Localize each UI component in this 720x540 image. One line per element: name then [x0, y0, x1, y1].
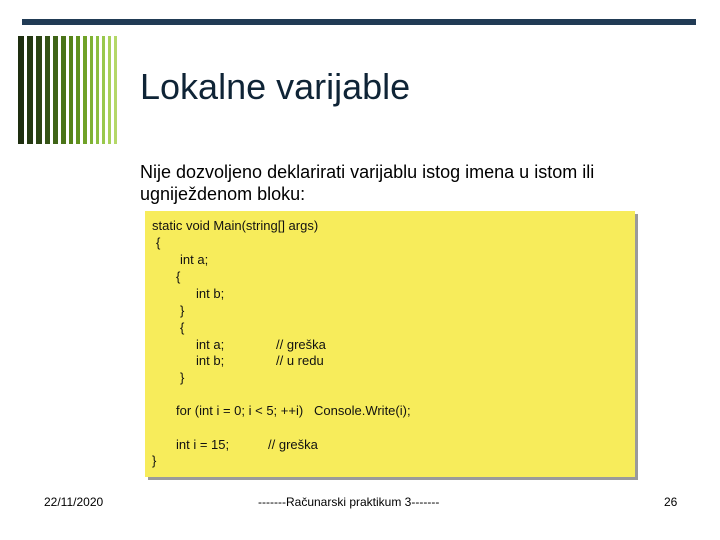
stripe	[102, 36, 105, 144]
stripe	[114, 36, 117, 144]
stripe	[18, 36, 24, 144]
code-line-open-block2: {	[180, 320, 185, 335]
intro-text: Nije dozvoljeno deklarirati varijablu istog imena u istom ili ugniježdenom bloku:	[140, 162, 595, 204]
code-line-decl-a2: int a;	[196, 337, 225, 352]
code-line-for-loop: for (int i = 0; i < 5; ++i) Console.Write(i);	[176, 403, 411, 418]
decorative-stripes	[18, 36, 118, 144]
code-line-close-block1: }	[180, 303, 185, 318]
code-comment-greska: // greška	[276, 337, 326, 352]
stripe	[76, 36, 80, 144]
stripe	[96, 36, 99, 144]
code-line-decl-b2: int b;	[196, 353, 225, 368]
top-bar	[22, 19, 696, 25]
code-line-decl-i: int i = 15;	[176, 437, 230, 452]
code-line-open-outer: {	[156, 235, 161, 250]
stripe	[90, 36, 93, 144]
stripe	[27, 36, 33, 144]
code-line-close-outer: }	[152, 453, 157, 468]
stripe	[108, 36, 111, 144]
stripe	[61, 36, 66, 144]
footer-date: 22/11/2020	[44, 495, 104, 509]
code-line-open-block1: {	[176, 269, 181, 284]
stripe	[69, 36, 73, 144]
stripe	[45, 36, 50, 144]
stripe	[83, 36, 87, 144]
code-line-close-block2: }	[180, 370, 185, 385]
footer-title: -------Računarski praktikum 3-------	[258, 495, 440, 509]
code-block	[145, 211, 635, 477]
stripe	[36, 36, 42, 144]
slide-title: Lokalne varijable	[140, 66, 411, 107]
page-number: 26	[664, 495, 678, 509]
code-line-signature: static void Main(string[] args)	[152, 218, 319, 233]
stripe	[53, 36, 58, 144]
code-line-decl-a: int a;	[180, 252, 209, 267]
code-comment-u-redu: // u redu	[276, 353, 324, 368]
code-line-decl-b: int b;	[196, 286, 225, 301]
code-comment-greska: // greška	[268, 437, 318, 452]
